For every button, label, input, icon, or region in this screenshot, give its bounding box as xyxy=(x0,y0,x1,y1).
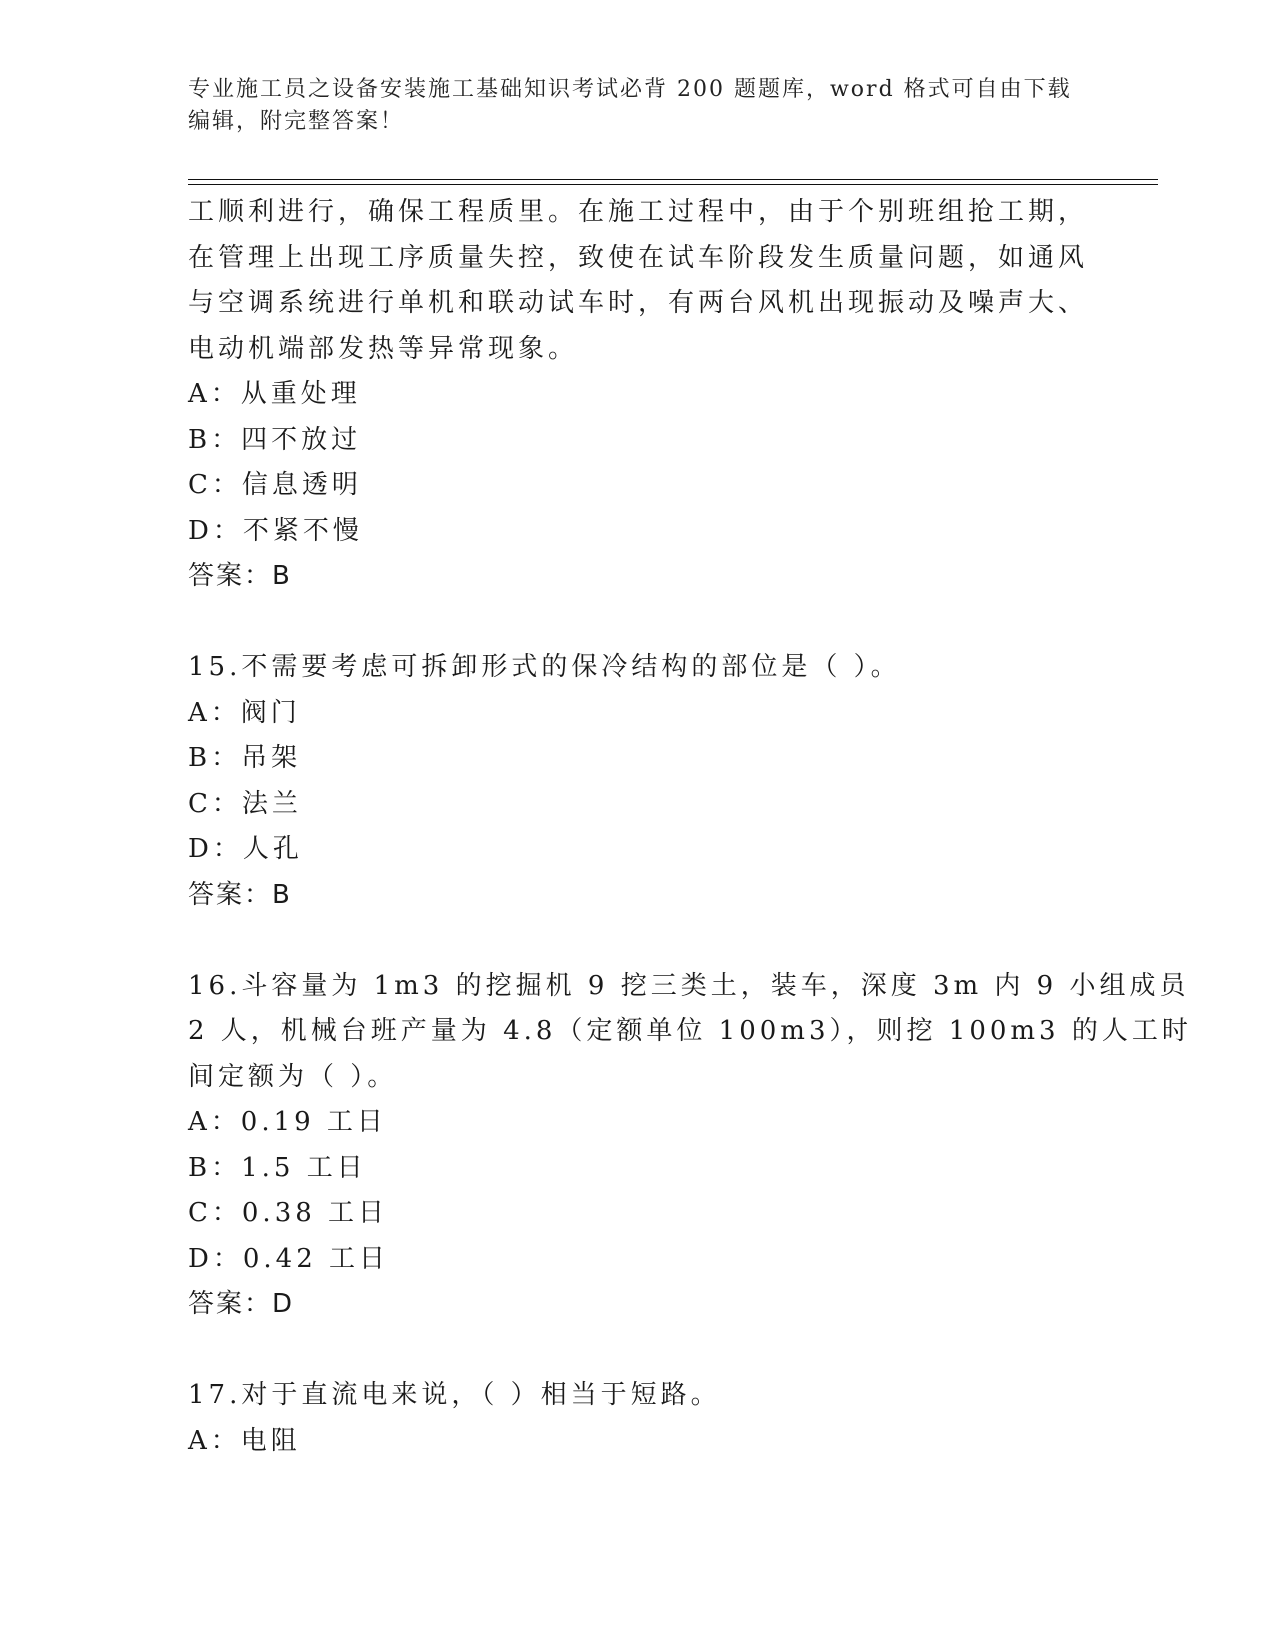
header-divider-bottom xyxy=(188,184,1158,185)
option-c: C：法兰 xyxy=(188,788,302,819)
question-15 xyxy=(188,645,1088,918)
option-d: D：不紧不慢 xyxy=(188,515,363,546)
question-text-line: 电动机端部发热等异常现象。 xyxy=(188,333,579,364)
question-text-line: 在管理上出现工序质量失控，致使在试车阶段发生质量问题，如通风 xyxy=(188,242,1089,273)
answer-line: 答案：D xyxy=(188,1289,295,1319)
option-a: A：从重处理 xyxy=(188,379,361,409)
header-divider-top xyxy=(188,179,1158,180)
question-16 xyxy=(188,964,1192,1328)
document-body xyxy=(188,190,1192,1464)
header-line-1: 专业施工员之设备安装施工基础知识考试必背 200 题题库，word 格式可自由下载 xyxy=(188,77,1072,102)
answer-line: 答案：B xyxy=(188,561,292,591)
option-a: A：0.19 工日 xyxy=(188,1107,387,1137)
option-b: B：吊架 xyxy=(188,743,302,773)
spacer xyxy=(188,918,1088,964)
header-line-2: 编辑，附完整答案！ xyxy=(188,109,405,134)
option-c: C：0.38 工日 xyxy=(188,1198,389,1228)
question-text-line: 与空调系统进行单机和联动试车时，有两台风机出现振动及噪声大、 xyxy=(188,288,1089,318)
option-a: A：阀门 xyxy=(188,697,301,728)
option-d: D：0.42 工日 xyxy=(188,1243,390,1274)
question-text-line: 间定额为（ ）。 xyxy=(188,1061,398,1092)
spacer xyxy=(188,600,1088,646)
question-text-line: 16.斗容量为 1m3 的挖掘机 9 挖三类土，装车，深度 3m 内 9 小组成员 xyxy=(188,970,1190,1001)
option-b: B：1.5 工日 xyxy=(188,1152,367,1183)
answer-line: 答案：B xyxy=(188,879,292,910)
question-17 xyxy=(188,1373,1088,1464)
option-a: A：电阻 xyxy=(188,1425,301,1456)
question-continued xyxy=(188,190,1088,600)
spacer xyxy=(188,1328,1088,1374)
option-b: B：四不放过 xyxy=(188,424,362,455)
question-text-line: 工顺利进行，确保工程质里。在施工过程中，由于个别班组抢工期， xyxy=(188,197,1089,227)
document-header xyxy=(188,74,1088,138)
question-text-line: 17.对于直流电来说，（ ）相当于短路。 xyxy=(188,1380,721,1410)
option-d: D：人孔 xyxy=(188,834,303,864)
question-text-line: 15.不需要考虑可拆卸形式的保冷结构的部位是（ ）。 xyxy=(188,652,901,682)
option-c: C：信息透明 xyxy=(188,470,362,500)
question-text-line: 2 人，机械台班产量为 4.8（定额单位 100m3），则挖 100m3 的人工时 xyxy=(188,1016,1192,1046)
